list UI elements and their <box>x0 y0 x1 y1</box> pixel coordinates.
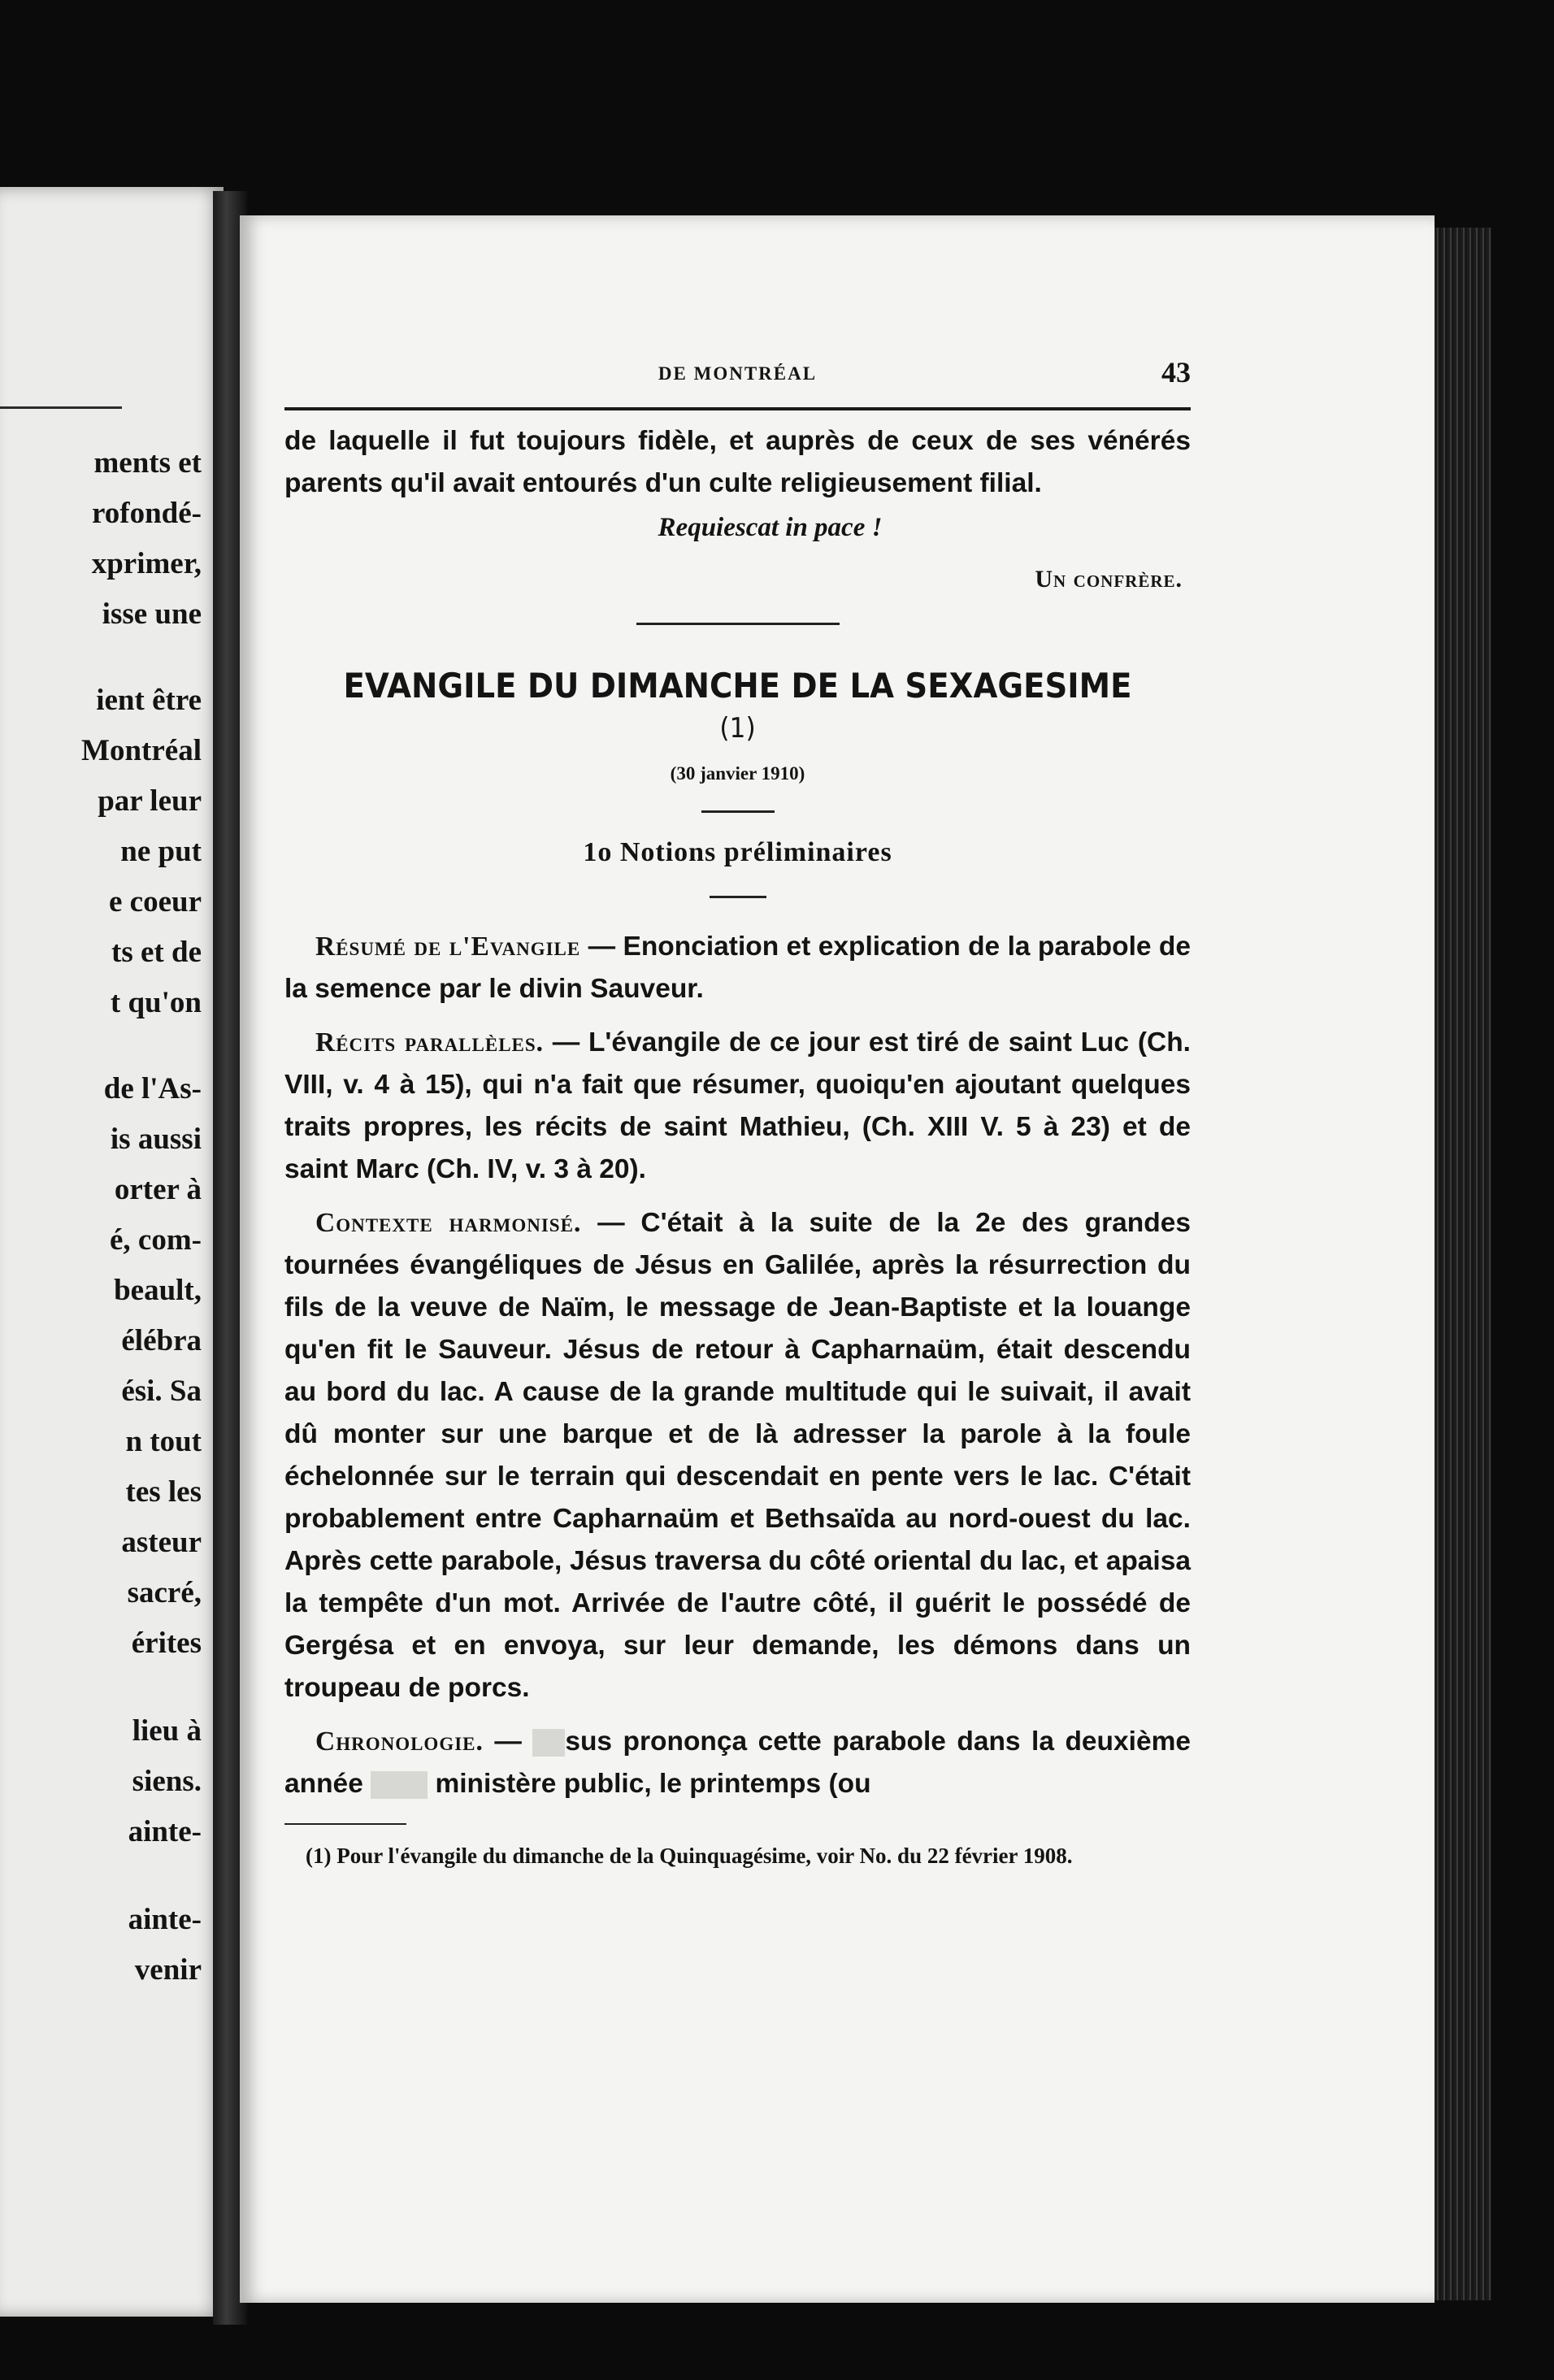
previous-page-line: élébra <box>121 1324 202 1357</box>
previous-page-line: érites <box>131 1626 202 1660</box>
previous-page-line: ts et de <box>111 936 202 969</box>
separator-rule <box>710 896 766 898</box>
previous-page-line: orter à <box>114 1173 202 1206</box>
section-chronologie <box>284 1721 1191 1805</box>
section-lead: Chronologie. <box>315 1726 484 1757</box>
page-number: 43 <box>1161 356 1191 389</box>
previous-page-line: par leur <box>98 784 202 818</box>
faded-print <box>371 1771 428 1799</box>
previous-page-line: asteur <box>121 1526 202 1559</box>
previous-page-line: é, com- <box>110 1223 202 1257</box>
previous-page-line: siens. <box>132 1765 202 1798</box>
article-title-text: EVANGILE DU DIMANCHE DE LA SEXAGESIME <box>343 666 1132 706</box>
section-lead: Contexte harmonisé. <box>315 1208 582 1238</box>
previous-page-line: ési. Sa <box>121 1375 202 1408</box>
previous-page-line: n tout <box>125 1425 202 1458</box>
section-text: — C'était à la suite de la 2e des grandes tournées évangéliques de Jésus en Galilée, après la résurrection du fils de la veuve de Naïm, le message de Jean-Baptiste et la louange qu'en fit le Sauveur. Jésus de retour à Capharnaüm, était descendu au bord du lac. A cause de la grande multitude qui le suivait, il avait dû monter sur une barque et de là adresser la parole à la foule échelonnée sur le terrain qui descendait en pente vers le lac. C'était probablement entre Capharnaüm et Bethsaïda au nord-ouest du lac. Après cette parabole, Jésus traversa du côté oriental du lac, et apaisa la tempête d'un mot. Arrivée de l'autre côté, il guérit le possédé de Gergésa et en envoya, sur leur demande, les démons dans un troupeau de porcs. <box>284 1208 1191 1703</box>
previous-page-line: Montréal <box>81 734 202 767</box>
previous-page-line: ne put <box>120 835 202 868</box>
page-content <box>284 355 1191 1872</box>
section-title: 1o Notions préliminaires <box>583 837 892 867</box>
previous-page-line: t qu'on <box>110 986 202 1019</box>
faded-print <box>532 1729 565 1757</box>
previous-page-line: rofondé- <box>92 497 202 530</box>
previous-page-line: de l'As- <box>103 1072 202 1105</box>
current-page <box>240 215 1435 2303</box>
previous-page-line: is aussi <box>110 1123 202 1156</box>
separator-rule <box>701 810 775 813</box>
page-edges <box>1435 228 1491 2300</box>
header-rule <box>284 407 1191 410</box>
previous-page-line: e coeur <box>108 885 202 919</box>
footnote-mark: (1) <box>306 1844 332 1868</box>
footnote-rule <box>284 1823 406 1825</box>
section-text: — <box>483 1726 533 1757</box>
previous-page-line: ments et <box>93 446 202 480</box>
separator-rule <box>636 623 840 625</box>
previous-page-line: xprimer, <box>91 547 202 580</box>
previous-page-line: sacré, <box>127 1576 202 1609</box>
running-head <box>284 355 1191 401</box>
previous-page-line: tes les <box>125 1475 202 1509</box>
previous-page-line: ient être <box>96 684 202 717</box>
signature: Un confrère. <box>1035 566 1183 593</box>
previous-page-line: lieu à <box>132 1714 202 1748</box>
previous-page-line: venir <box>134 1953 202 1987</box>
requiescat-line: Requiescat in pace ! <box>658 513 883 542</box>
article-title-note: (1) <box>719 712 756 745</box>
section-resume <box>284 926 1191 1010</box>
article-title <box>321 666 1155 745</box>
section-text: ministère public, le printemps (ou <box>428 1769 871 1799</box>
section-text: — Enonciation et explication de la parabole de la semence par le divin Sauveur. <box>284 932 1191 1004</box>
running-head-title: DE MONTRÉAL <box>658 363 818 384</box>
opening-paragraph: de laquelle il fut toujours fidèle, et auprès de ceux de ses vénérés parents qu'il avait entourés d'un culte religieusement filial. <box>284 426 1191 498</box>
previous-page-line: isse une <box>102 597 202 631</box>
footnote-text: Pour l'évangile du dimanche de la Quinquagésime, voir No. du 22 février 1908. <box>331 1844 1073 1868</box>
section-contexte <box>284 1202 1191 1709</box>
section-recits <box>284 1022 1191 1191</box>
previous-page-line: ainte- <box>128 1815 202 1848</box>
section-text: — L'évangile de ce jour est tiré de saint Luc (Ch. VIII, v. 4 à 15), qui n'a fait que résumer, quoiqu'en ajoutant quelques traits propres, les récits de saint Mathieu, (Ch. XIII V. 5 à 23) et de saint Marc (Ch. IV, v. 3 à 20). <box>284 1027 1191 1184</box>
section-text: sus prononça cette parabole dans la deuxième année <box>284 1726 1191 1799</box>
footnote <box>284 1839 1191 1872</box>
section-lead: Récits parallèles. <box>315 1027 545 1058</box>
previous-page <box>0 187 224 2317</box>
section-lead: Résumé de l'Evangile <box>315 932 581 962</box>
previous-page-rule <box>0 406 122 409</box>
previous-page-line: ainte- <box>128 1903 202 1936</box>
previous-page-line: beault, <box>114 1274 202 1307</box>
article-date: (30 janvier 1910) <box>670 763 805 784</box>
